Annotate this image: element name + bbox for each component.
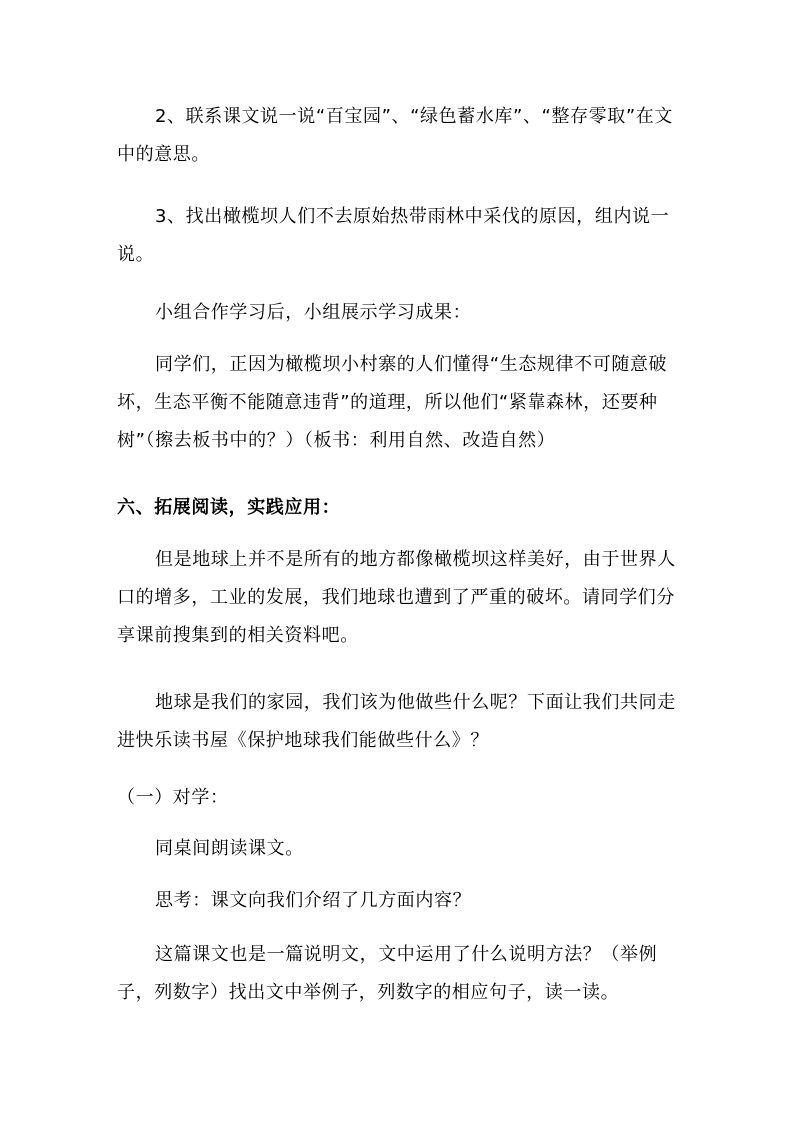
paragraph-think: 思考：课文向我们介绍了几方面内容？: [155, 890, 472, 911]
paragraph-summary: 同学们，正因为橄榄坝小村寨的人们懂得“生态规律不可随意破坏，生态平衡不能随意违背”的道理，所以他们“紧靠森林，还要种树”（擦去板书中的？）（板书：利用自然、改造自然）: [117, 354, 668, 451]
paragraph-read-aloud: 同桌间朗读课文。: [155, 838, 304, 859]
paragraph-item-2: 2、联系课文说一说“百宝园”、“绿色蓄水库”、“整存零取”在文中的意思。: [117, 106, 674, 165]
paragraph-earth-damage: 但是地球上并不是所有的地方都像橄榄坝这样美好，由于世界人口的增多，工业的发展，我们地球也遭到了严重的破坏。请同学们分享课前搜集到的相关资料吧。: [117, 549, 676, 646]
paragraph-earth-home: 地球是我们的家园，我们该为他做些什么呢？下面让我们共同走进快乐读书屋《保护地球我们能做些什么》？: [117, 692, 676, 751]
section-heading-6: 六、拓展阅读，实践应用：: [117, 497, 341, 518]
subsection-heading-1: （一）对学：: [117, 787, 229, 808]
paragraph-item-3: 3、找出橄榄坝人们不去原始热带雨林中采伐的原因，组内说一说。: [117, 206, 670, 265]
paragraph-group-result: 小组合作学习后，小组展示学习成果：: [155, 302, 472, 323]
paragraph-explanation-methods: 这篇课文也是一篇说明文，文中运用了什么说明方法？（举例子，列数字）找出文中举例子，列数字的相应句子，读一读。: [117, 944, 658, 1003]
